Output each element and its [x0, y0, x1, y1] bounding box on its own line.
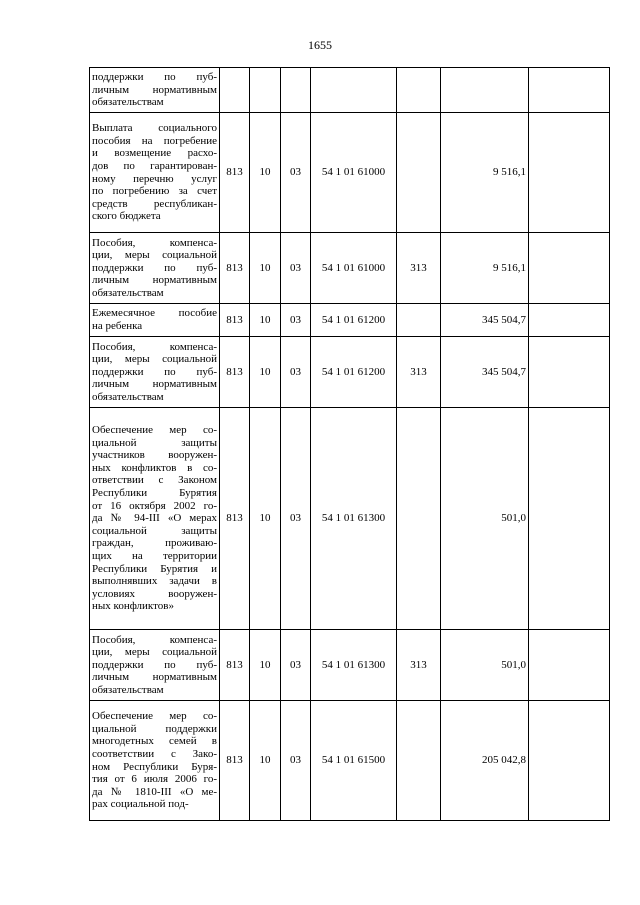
section-cell: 10	[250, 113, 281, 233]
item-name-line: Пособия, компенса-	[92, 236, 217, 249]
item-name-cell	[90, 408, 220, 630]
item-name-line: рах социальной под-	[92, 798, 189, 811]
item-name-line: циальной поддержки	[92, 722, 217, 735]
target-article-cell: 54 1 01 61200	[311, 337, 397, 408]
expense-type-cell: 313	[397, 630, 441, 701]
item-name-line: Пособия, компенса-	[92, 633, 217, 646]
item-name-line: Республики Бурятия	[92, 487, 217, 500]
amount-cell	[441, 68, 529, 113]
item-name-line: тия от 6 июля 2006 го-	[92, 773, 217, 786]
ministry-cell: 813	[220, 701, 250, 821]
section-cell: 10	[250, 630, 281, 701]
ministry-cell: 813	[220, 113, 250, 233]
section-cell: 10	[250, 304, 281, 337]
item-name-line: средств республикан-	[92, 197, 217, 210]
item-name-line: обязательствам	[92, 390, 164, 403]
item-name-line: участников вооружен-	[92, 449, 217, 462]
item-name-line: личным нормативным	[92, 274, 217, 287]
extra-amount-cell	[529, 701, 610, 821]
table-row	[90, 337, 610, 408]
target-article-cell: 54 1 01 61300	[311, 408, 397, 630]
subsection-cell: 03	[281, 233, 311, 304]
item-name-line: обязательствам	[92, 286, 164, 299]
extra-amount-cell	[529, 630, 610, 701]
item-name-line: Обеспечение мер со-	[92, 424, 217, 437]
expense-type-cell: 313	[397, 337, 441, 408]
item-name-line: Пособия, компенса-	[92, 340, 217, 353]
item-name-line: личным нормативным	[92, 83, 217, 96]
ministry-cell	[220, 68, 250, 113]
item-name-line: дов по гарантирован-	[92, 159, 217, 172]
expense-type-cell: 313	[397, 233, 441, 304]
item-name-line: выполнявших задачи в	[92, 575, 217, 588]
amount-cell: 9 516,1	[441, 113, 529, 233]
table-row	[90, 304, 610, 337]
item-name-line: личным нормативным	[92, 671, 217, 684]
item-name-line: граждан, проживаю-	[92, 537, 217, 550]
item-name-cell	[90, 304, 220, 337]
target-article-cell: 54 1 01 61000	[311, 113, 397, 233]
ministry-cell: 813	[220, 408, 250, 630]
item-name-line: обязательствам	[92, 683, 164, 696]
item-name-line: ных конфликтов в со-	[92, 461, 217, 474]
target-article-cell: 54 1 01 61000	[311, 233, 397, 304]
item-name-line: ского бюджета	[92, 210, 161, 223]
expense-type-cell	[397, 68, 441, 113]
expense-type-cell	[397, 304, 441, 337]
subsection-cell: 03	[281, 630, 311, 701]
table-row	[90, 233, 610, 304]
item-name-line: щих на территории	[92, 549, 217, 562]
target-article-cell: 54 1 01 61500	[311, 701, 397, 821]
amount-cell: 345 504,7	[441, 337, 529, 408]
item-name-line: на ребенка	[92, 320, 143, 332]
amount-cell: 205 042,8	[441, 701, 529, 821]
amount-cell: 501,0	[441, 408, 529, 630]
item-name-line: ном Республики Буря-	[92, 760, 217, 773]
item-name-cell	[90, 630, 220, 701]
subsection-cell: 03	[281, 304, 311, 337]
amount-cell: 501,0	[441, 630, 529, 701]
table-row	[90, 630, 610, 701]
item-name-line: личным нормативным	[92, 378, 217, 391]
item-name-line: обязательствам	[92, 96, 164, 109]
item-name-line: ции, меры социальной	[92, 646, 217, 659]
ministry-cell: 813	[220, 630, 250, 701]
table-row	[90, 68, 610, 113]
section-cell: 10	[250, 233, 281, 304]
item-name-line: ных конфликтов»	[92, 600, 174, 613]
budget-table	[89, 67, 610, 821]
item-name-line: циальной защиты	[92, 436, 217, 449]
amount-cell: 9 516,1	[441, 233, 529, 304]
item-name-cell	[90, 68, 220, 113]
section-cell: 10	[250, 408, 281, 630]
item-name-line: Обеспечение мер со-	[92, 710, 217, 723]
item-name-line: да № 1810-III «О ме-	[92, 785, 217, 798]
ministry-cell: 813	[220, 233, 250, 304]
subsection-cell	[281, 68, 311, 113]
extra-amount-cell	[529, 113, 610, 233]
extra-amount-cell	[529, 304, 610, 337]
section-cell: 10	[250, 701, 281, 821]
ministry-cell: 813	[220, 304, 250, 337]
item-name-cell	[90, 233, 220, 304]
amount-cell: 345 504,7	[441, 304, 529, 337]
section-cell	[250, 68, 281, 113]
item-name-line: социальной защиты	[92, 524, 217, 537]
item-name-line: Республики Бурятия и	[92, 562, 217, 575]
extra-amount-cell	[529, 408, 610, 630]
target-article-cell: 54 1 01 61300	[311, 630, 397, 701]
item-name-line: многодетных семей в	[92, 735, 217, 748]
item-name-cell	[90, 113, 220, 233]
item-name-line: соответствии с Зако-	[92, 747, 217, 760]
item-name-line: и возмещение расхо-	[92, 147, 217, 160]
item-name-line: поддержки по пуб-	[92, 261, 217, 274]
item-name-line: поддержки по пуб-	[92, 365, 217, 378]
item-name-line: условиях вооружен-	[92, 587, 217, 600]
extra-amount-cell	[529, 337, 610, 408]
table-row	[90, 701, 610, 821]
item-name-line: да № 94-III «О мерах	[92, 512, 217, 525]
item-name-line: ции, меры социальной	[92, 249, 217, 262]
item-name-line: поддержки по пуб-	[92, 658, 217, 671]
extra-amount-cell	[529, 68, 610, 113]
item-name-line: от 16 октября 2002 го-	[92, 499, 217, 512]
subsection-cell: 03	[281, 113, 311, 233]
budget-table-body	[90, 68, 610, 821]
item-name-line: Ежемесячное пособие	[92, 307, 217, 320]
item-name-cell	[90, 337, 220, 408]
expense-type-cell	[397, 408, 441, 630]
item-name-line: ному перечню услуг	[92, 172, 217, 185]
expense-type-cell	[397, 701, 441, 821]
item-name-line: ции, меры социальной	[92, 353, 217, 366]
section-cell: 10	[250, 337, 281, 408]
subsection-cell: 03	[281, 408, 311, 630]
item-name-line: по погребению за счет	[92, 185, 217, 198]
subsection-cell: 03	[281, 701, 311, 821]
table-row	[90, 408, 610, 630]
item-name-line: ответствии с Законом	[92, 474, 217, 487]
target-article-cell	[311, 68, 397, 113]
page-number: 1655	[308, 38, 332, 52]
item-name-cell	[90, 701, 220, 821]
table-row	[90, 113, 610, 233]
ministry-cell: 813	[220, 337, 250, 408]
subsection-cell: 03	[281, 337, 311, 408]
target-article-cell: 54 1 01 61200	[311, 304, 397, 337]
expense-type-cell	[397, 113, 441, 233]
extra-amount-cell	[529, 233, 610, 304]
item-name-line: Выплата социального	[92, 122, 217, 135]
item-name-line: пособия на погребение	[92, 134, 217, 147]
item-name-line: поддержки по пуб-	[92, 71, 217, 84]
